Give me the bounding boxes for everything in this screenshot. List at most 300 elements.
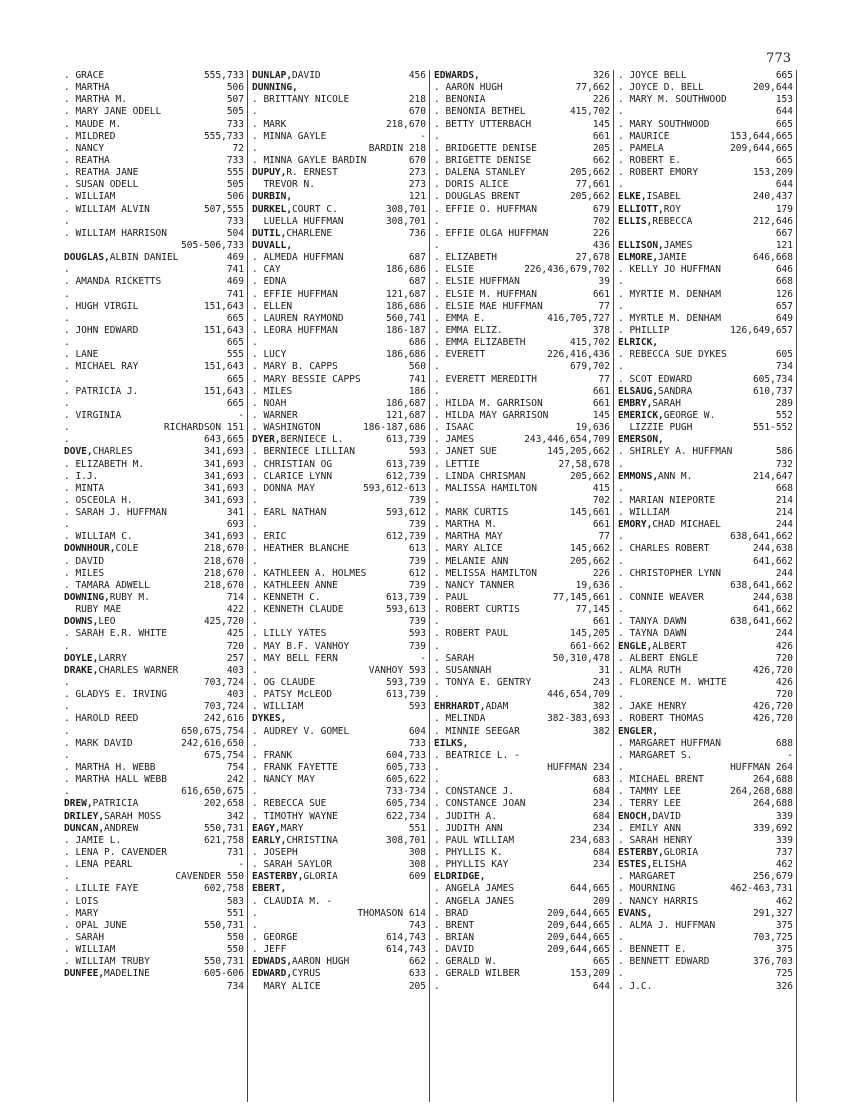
entry-pages: 668	[775, 276, 793, 288]
entry-name: ESTERBY,GLORIA	[618, 847, 699, 858]
entry-pages: 376,703	[752, 956, 793, 968]
index-entry	[252, 216, 426, 228]
entry-pages: 244,638	[752, 592, 793, 604]
index-entry	[64, 726, 244, 738]
entry-name: DOWNHOUR,COLE	[64, 543, 139, 555]
index-entry	[434, 726, 610, 738]
entry-name: .	[64, 701, 70, 713]
entry-name: . MAY B.F. VANHOY	[252, 640, 350, 652]
index-entry	[434, 155, 610, 167]
entry-name: . NANCY	[64, 142, 105, 154]
entry-name: . CAY	[252, 264, 281, 276]
entry-pages: 613,739	[385, 434, 426, 446]
entry-name: .	[64, 397, 70, 409]
entry-pages: 218,670	[385, 118, 426, 130]
entry-name: DOWNS,LEO	[64, 616, 116, 628]
entry-name: . MARY BESSIE CAPPS	[252, 373, 361, 385]
entry-pages: CAVENDER 550	[175, 871, 244, 883]
entry-name: . JAMES	[434, 434, 475, 446]
entry-pages: 665	[226, 337, 244, 349]
index-entry	[434, 920, 610, 932]
entry-pages: 234	[592, 798, 610, 810]
entry-pages: -	[420, 652, 426, 664]
entry-pages: 378	[592, 324, 610, 336]
entry-pages: 205,662	[569, 555, 610, 567]
index-entry	[618, 811, 793, 823]
entry-name: . HUGH VIRGIL	[64, 300, 139, 312]
entry-name: .	[64, 749, 70, 761]
entry-name: .	[64, 786, 70, 798]
entry-pages: 555	[226, 167, 244, 179]
entry-name: . SUSAN ODELL	[64, 179, 139, 191]
entry-pages: 733	[226, 154, 244, 166]
index-entry	[64, 361, 244, 373]
index-entry	[434, 70, 610, 82]
index-entry	[252, 531, 426, 543]
index-entry	[434, 665, 610, 677]
index-entry	[434, 847, 610, 859]
index-entry	[618, 410, 793, 422]
entry-pages: 739	[408, 555, 426, 567]
entry-pages: 613,739	[385, 458, 426, 470]
entry-name: .	[252, 494, 258, 506]
entry-name: . AMANDA RICKETTS	[64, 276, 162, 288]
entry-name: . MELINDA	[434, 713, 486, 725]
entry-name: . MILES	[252, 385, 293, 397]
index-entry	[64, 119, 244, 131]
index-entry	[252, 774, 426, 786]
index-entry	[252, 374, 426, 386]
index-entry	[252, 82, 426, 94]
index-entry	[434, 896, 610, 908]
entry-pages: 731	[226, 847, 244, 858]
entry-name: DUNNING,	[252, 82, 298, 94]
entry-pages: 126	[775, 288, 793, 300]
entry-name: . MINNA GAYLE BARDIN	[252, 154, 367, 166]
entry-name: . SARAH J. HUFFMAN	[64, 507, 167, 519]
entry-pages: 19,636	[575, 422, 610, 434]
entry-name: . MARTHA MAY	[434, 531, 503, 543]
entry-name: ELLIOTT,ROY	[618, 203, 681, 215]
index-entry	[434, 349, 610, 361]
entry-name: EDWARD,CYRUS	[252, 968, 321, 980]
index-entry	[618, 361, 793, 373]
index-entry	[434, 434, 610, 446]
entry-pages: 226,416,436	[547, 349, 610, 361]
index-entry	[64, 871, 244, 883]
entry-pages: 661	[592, 616, 610, 628]
index-entry	[434, 495, 610, 507]
entry-name: .	[434, 689, 440, 701]
entry-pages: 209,644,665	[547, 931, 610, 943]
index-entry	[252, 932, 426, 944]
entry-pages: 27,58,678	[558, 458, 610, 470]
entry-pages: 551	[226, 907, 244, 919]
entry-pages: 661	[592, 397, 610, 409]
entry-name: EHRHARDT,ADAM	[434, 701, 509, 713]
index-entry	[434, 398, 610, 410]
entry-pages: 186,686	[385, 300, 426, 312]
entry-name: . JUDITH A.	[434, 810, 497, 822]
entry-name: . BRAD	[434, 907, 469, 919]
entry-pages: 264,688	[752, 798, 793, 810]
entry-pages: 661	[592, 130, 610, 142]
entry-name: .	[618, 482, 624, 494]
entry-pages: 186-187	[385, 324, 426, 336]
entry-name: .	[252, 664, 258, 676]
index-entry	[252, 568, 426, 580]
index-entry	[252, 179, 426, 191]
entry-name: DURBIN,	[252, 191, 293, 203]
entry-pages: 736	[408, 227, 426, 239]
index-entry	[64, 762, 244, 774]
entry-name: . JAMIE L.	[64, 834, 122, 846]
entry-pages: 436	[592, 239, 610, 251]
entry-pages: 126,649,657	[730, 324, 793, 336]
entry-pages: 644	[775, 106, 793, 118]
entry-pages: 339,692	[752, 822, 793, 834]
index-entry	[618, 908, 793, 920]
entry-pages: 720	[226, 640, 244, 652]
index-entry	[252, 628, 426, 640]
entry-pages: 644	[775, 179, 793, 191]
entry-name: . MAY BELL FERN	[252, 652, 338, 664]
entry-pages: 462	[775, 859, 793, 871]
index-entry	[434, 264, 610, 276]
entry-pages: 506	[226, 191, 244, 203]
index-entry	[434, 507, 610, 519]
entry-pages: 145,661	[569, 507, 610, 519]
entry-name: . BENNETT EDWARD	[618, 956, 710, 968]
index-entry	[252, 276, 426, 288]
index-entry	[252, 713, 426, 725]
entry-name: LIZZIE PUGH	[618, 422, 693, 434]
index-entry	[64, 592, 244, 604]
index-entry	[434, 94, 610, 106]
entry-name: . CHARLES ROBERT	[618, 543, 710, 555]
index-entry	[252, 883, 426, 895]
entry-pages: 550,731	[203, 919, 244, 931]
entry-pages: 77,145	[575, 604, 610, 616]
entry-pages: 242,616,650	[181, 737, 244, 749]
entry-pages: 612,739	[385, 531, 426, 543]
entry-name: ELDRIDGE,	[434, 871, 486, 883]
entry-name: . REBECCA SUE DYKES	[618, 349, 727, 361]
entry-pages: 583	[226, 895, 244, 907]
index-entry	[618, 82, 793, 94]
entry-pages: 415	[592, 482, 610, 494]
entry-name: . ERIC	[252, 531, 287, 543]
entry-pages: HUFFMAN 264	[730, 762, 793, 774]
index-entry	[434, 883, 610, 895]
entry-pages: 741	[226, 288, 244, 300]
entry-name: . LANE	[64, 349, 99, 361]
entry-pages: 264,688	[752, 774, 793, 786]
entry-pages: 551-552	[752, 422, 793, 434]
entry-name: DYER,BERNIECE L.	[252, 434, 344, 446]
entry-pages: 308	[408, 847, 426, 858]
entry-pages: 616,650,675	[181, 786, 244, 798]
entry-pages: 426	[775, 640, 793, 652]
entry-pages: 614,743	[385, 931, 426, 943]
entry-name: ELKE,ISABEL	[618, 191, 681, 203]
entry-pages: 234	[592, 859, 610, 871]
entry-pages: 186,686	[385, 264, 426, 276]
index-entry	[618, 592, 793, 604]
entry-pages: 605	[775, 349, 793, 361]
index-entry	[618, 94, 793, 106]
index-entry	[618, 204, 793, 216]
entry-pages: 684	[592, 810, 610, 822]
entry-name: . ROBERT EMORY	[618, 167, 699, 179]
entry-name: . MARTHA	[64, 82, 110, 94]
entry-name: . BRIAN	[434, 931, 475, 943]
entry-pages: 205,662	[569, 191, 610, 203]
entry-name: . WASHINGTON	[252, 422, 321, 434]
index-entry	[434, 519, 610, 531]
entry-name: . CLAUDIA M. -	[252, 895, 333, 907]
entry-pages: 550	[226, 931, 244, 943]
entry-pages: 675,754	[203, 749, 244, 761]
index-entry	[64, 956, 244, 968]
index-entry	[64, 459, 244, 471]
entry-pages: 145,205,662	[547, 446, 610, 458]
entry-name: DUVALL,	[252, 239, 293, 251]
entry-name: . EMMA ELIZABETH	[434, 337, 526, 349]
entry-pages: 638,641,662	[730, 579, 793, 591]
entry-pages: 341,693	[203, 494, 244, 506]
entry-pages: -	[420, 130, 426, 142]
entry-name: . HAROLD REED	[64, 713, 139, 725]
entry-name: . CONSTANCE J.	[434, 786, 515, 798]
entry-pages: 687	[408, 276, 426, 288]
index-entry	[64, 94, 244, 106]
entry-name: . MARK CURTIS	[434, 507, 509, 519]
entry-name: .	[252, 142, 258, 154]
index-entry	[252, 592, 426, 604]
entry-name: .	[434, 980, 440, 992]
index-entry	[252, 495, 426, 507]
index-entry	[252, 507, 426, 519]
entry-pages: 145	[592, 118, 610, 130]
entry-pages: 734	[775, 361, 793, 373]
entry-pages: 507,555	[203, 203, 244, 215]
entry-pages: 560,741	[385, 312, 426, 324]
entry-pages: 733-734	[385, 786, 426, 798]
entry-name: ELLISON,JAMES	[618, 239, 693, 251]
entry-name: DUNFEE,MADELINE	[64, 968, 150, 980]
index-entry	[64, 519, 244, 531]
index-entry	[252, 956, 426, 968]
entry-name: . PAUL WILLIAM	[434, 834, 515, 846]
entry-pages: 416,705,727	[547, 312, 610, 324]
entry-pages: 425,720	[203, 616, 244, 628]
entry-name: . PAUL	[434, 592, 469, 604]
entry-name: . ISAAC	[434, 422, 475, 434]
entry-pages: 186-187,686	[363, 422, 426, 434]
entry-pages: HUFFMAN 234	[547, 762, 610, 774]
entry-pages: 684	[592, 847, 610, 858]
index-entry	[618, 398, 793, 410]
entry-name: . LUCY	[252, 349, 287, 361]
entry-pages: 667	[775, 227, 793, 239]
entry-name: . BRITTANY NICOLE	[252, 94, 350, 106]
index-entry	[434, 556, 610, 568]
index-entry	[434, 471, 610, 483]
index-entry	[252, 665, 426, 677]
index-entry	[252, 204, 426, 216]
entry-name: .	[434, 762, 440, 774]
entry-name: . OPAL JUNE	[64, 919, 127, 931]
entry-pages: 646	[775, 264, 793, 276]
index-entry	[434, 738, 610, 750]
entry-name: . SUSANNAH	[434, 664, 492, 676]
entry-pages: 593	[408, 701, 426, 713]
entry-pages: 153	[775, 94, 793, 106]
index-entry	[64, 240, 244, 252]
index-entry	[434, 386, 610, 398]
index-entry	[434, 677, 610, 689]
entry-pages: 209,644,665	[547, 919, 610, 931]
entry-name: EVANS,	[618, 907, 653, 919]
entry-pages: 31	[598, 664, 610, 676]
index-column-3	[429, 70, 613, 1102]
entry-name: . MARY JANE ODELL	[64, 106, 162, 118]
index-entry	[64, 677, 244, 689]
entry-name: . LENA PEARL	[64, 859, 133, 871]
entry-pages: 415,702	[569, 337, 610, 349]
entry-pages: 679,702	[569, 361, 610, 373]
entry-name: EBERT,	[252, 883, 287, 895]
entry-pages: 153,644,665	[730, 130, 793, 142]
entry-name: ELRICK,	[618, 337, 659, 349]
entry-name: .	[434, 215, 440, 227]
entry-pages: 425	[226, 628, 244, 640]
entry-name: . ELIZABETH	[434, 252, 497, 264]
index-entry	[434, 592, 610, 604]
index-entry	[434, 204, 610, 216]
entry-name: . PHILLIP	[618, 324, 670, 336]
index-entry	[618, 531, 793, 543]
index-entry	[434, 337, 610, 349]
entry-pages: 737	[775, 847, 793, 858]
entry-pages: 121,687	[385, 409, 426, 421]
entry-pages: 665	[226, 373, 244, 385]
index-entry	[618, 616, 793, 628]
index-entry	[64, 228, 244, 240]
index-entry	[618, 446, 793, 458]
entry-name: EMORY,CHAD MICHAEL	[618, 519, 721, 531]
entry-name: ESTES,ELISHA	[618, 859, 687, 871]
entry-name: DUNCAN,ANDREW	[64, 822, 139, 834]
index-entry	[252, 155, 426, 167]
entry-pages: 665	[592, 956, 610, 968]
entry-pages: 273	[408, 167, 426, 179]
entry-pages: 754	[226, 762, 244, 774]
entry-name: . DALENA STANLEY	[434, 167, 526, 179]
entry-pages: 218,670	[203, 579, 244, 591]
entry-pages: 462	[775, 895, 793, 907]
entry-pages: 665	[775, 154, 793, 166]
index-entry	[64, 531, 244, 543]
entry-name: . BEATRICE L. -	[434, 749, 520, 761]
entry-pages: 209,644	[752, 82, 793, 94]
entry-name: LUELLA HUFFMAN	[252, 215, 344, 227]
entry-pages: 19,636	[575, 579, 610, 591]
index-entry	[252, 167, 426, 179]
entry-name: . EARL NATHAN	[252, 507, 327, 519]
entry-name: . FRANK FAYETTE	[252, 762, 338, 774]
entry-pages: 244	[775, 628, 793, 640]
entry-pages: 604	[408, 725, 426, 737]
entry-name: . REBECCA SUE	[252, 798, 327, 810]
entry-name: . MARTHA M.	[434, 519, 497, 531]
entry-name: . MAURICE	[618, 130, 670, 142]
entry-pages: 341,693	[203, 446, 244, 458]
entry-name: .	[618, 361, 624, 373]
entry-pages: 341,693	[203, 470, 244, 482]
entry-name: . GRACE	[64, 70, 105, 81]
index-entry	[252, 313, 426, 325]
entry-name: . EMILY ANN	[618, 822, 681, 834]
entry-pages: 151,643	[203, 385, 244, 397]
entry-name: .	[618, 689, 624, 701]
index-entry	[434, 483, 610, 495]
index-entry	[434, 956, 610, 968]
entry-name: DRILEY,SARAH MOSS	[64, 810, 162, 822]
entry-name: DOUGLAS,ALBIN DANIEL	[64, 252, 179, 264]
entry-pages: 670	[408, 106, 426, 118]
entry-pages: 339	[775, 810, 793, 822]
entry-pages: 77	[598, 531, 610, 543]
entry-pages: 641,662	[752, 604, 793, 616]
entry-name: . NANCY MAY	[252, 774, 315, 786]
index-entry	[618, 726, 793, 738]
entry-name: . SCOT EDWARD	[618, 373, 693, 385]
index-entry	[434, 361, 610, 373]
entry-pages: 151,643	[203, 324, 244, 336]
entry-name: . MICHAEL BRENT	[618, 774, 704, 786]
entry-pages: 308,701	[385, 203, 426, 215]
entry-pages: 145	[592, 409, 610, 421]
index-entry	[434, 313, 610, 325]
index-entry	[252, 823, 426, 835]
entry-pages: 612	[408, 567, 426, 579]
index-entry	[434, 641, 610, 653]
entry-name: . ELIZABETH M.	[64, 458, 145, 470]
entry-name: . BENONIA	[434, 94, 486, 106]
entry-pages: 186,687	[385, 397, 426, 409]
index-entry	[252, 604, 426, 616]
index-entry	[64, 738, 244, 750]
index-entry	[618, 713, 793, 725]
index-entry	[434, 191, 610, 203]
entry-pages: 552	[775, 409, 793, 421]
index-entry	[618, 871, 793, 883]
entry-name: . MARIAN NIEPORTE	[618, 494, 716, 506]
entry-pages: 341,693	[203, 458, 244, 470]
index-entry	[618, 701, 793, 713]
entry-pages: 121	[775, 239, 793, 251]
page-number: 773	[766, 51, 791, 66]
index-entry	[434, 798, 610, 810]
index-entry	[618, 276, 793, 288]
index-entry	[252, 252, 426, 264]
entry-name: . MARTHA M.	[64, 94, 127, 106]
entry-name: . KATHLEEN ANNE	[252, 579, 338, 591]
entry-pages: 326	[775, 980, 793, 992]
index-entry	[252, 750, 426, 762]
